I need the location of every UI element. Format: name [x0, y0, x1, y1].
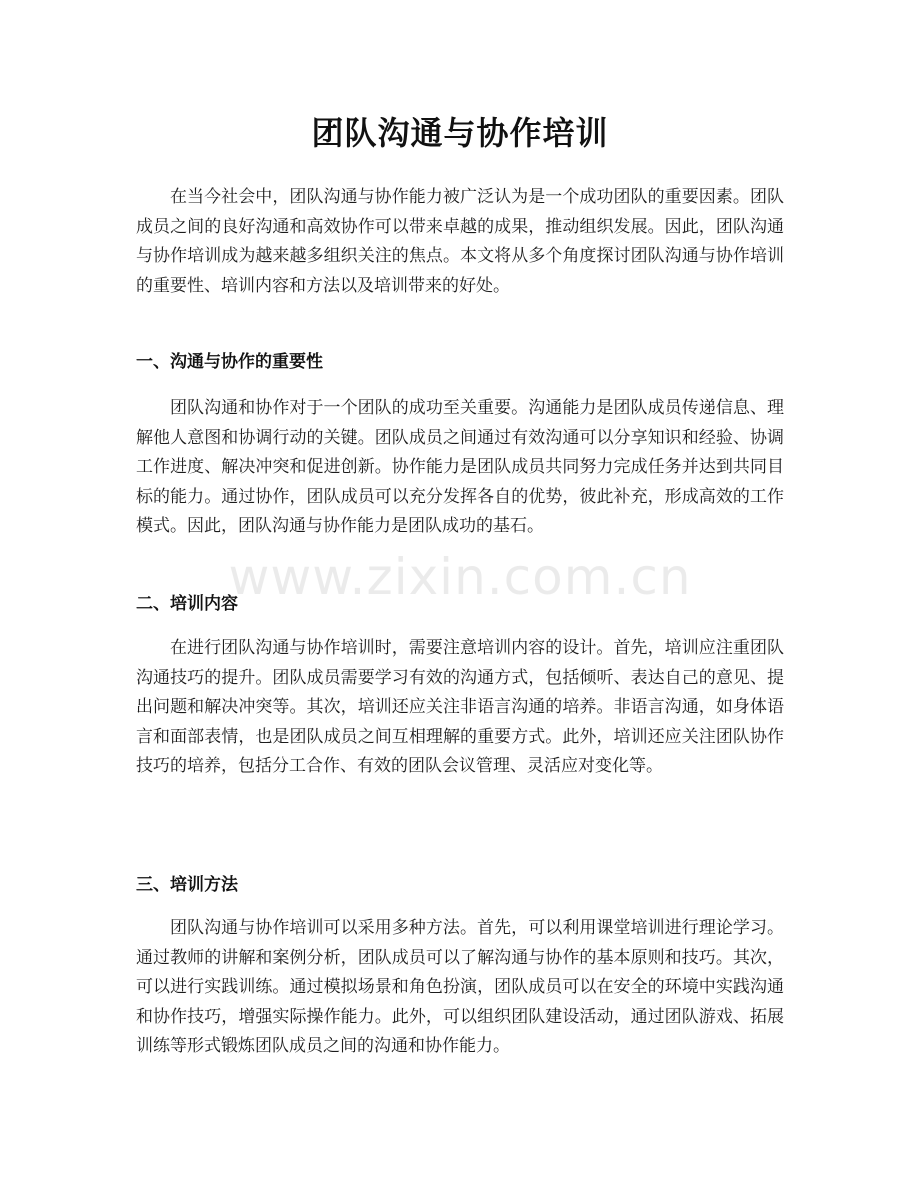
section-body-content: 在进行团队沟通与协作培训时，需要注意培训内容的设计。首先，培训应注重团队沟通技巧的提升。团队成员需要学习有效的沟通方式，包括倾听、表达自己的意见、提出问题和解决冲突等。其次，培训还应关注非语言沟通的培养。非语言沟通，如身体语言和面部表情，也是团队成员之间互相理解的重要方式。此外，培训还应关注团队协作技巧的培养，包括分工合作、有效的团队会议管理、灵活应对变化等。: [136, 638, 784, 777]
section-heading-content: 二、培训内容: [136, 594, 238, 614]
watermark-text: www.zixin.com.cn: [228, 548, 692, 606]
document-title: 团队沟通与协作培训: [311, 114, 609, 152]
section-body-methods: 团队沟通与协作培训可以采用多种方法。首先，可以利用课堂培训进行理论学习。通过教师的讲解和案例分析，团队成员可以了解沟通与协作的基本原则和技巧。其次，可以进行实践训练。通过模拟场景和角色扮演，团队成员可以在安全的环境中实践沟通和协作技巧，增强实际操作能力。此外，可以组织团队建设活动，通过团队游戏、拓展训练等形式锻炼团队成员之间的沟通和协作能力。: [136, 918, 784, 1057]
intro-paragraph: 在当今社会中，团队沟通与协作能力被广泛认为是一个成功团队的重要因素。团队成员之间的良好沟通和高效协作可以带来卓越的成果，推动组织发展。因此，团队沟通与协作培训成为越来越多组织关注的焦点。本文将从多个角度探讨团队沟通与协作培训的重要性、培训内容和方法以及培训带来的好处。: [136, 187, 784, 296]
section-body-importance: 团队沟通和协作对于一个团队的成功至关重要。沟通能力是团队成员传递信息、理解他人意图和协调行动的关键。团队成员之间通过有效沟通可以分享知识和经验、协调工作进度、解决冲突和促进创新。协作能力是团队成员共同努力完成任务并达到共同目标的能力。通过协作，团队成员可以充分发挥各自的优势，彼此补充，形成高效的工作模式。因此，团队沟通与协作能力是团队成功的基石。: [136, 398, 784, 537]
section-heading-importance: 一、沟通与协作的重要性: [136, 352, 323, 372]
section-heading-methods: 三、培训方法: [136, 875, 238, 895]
